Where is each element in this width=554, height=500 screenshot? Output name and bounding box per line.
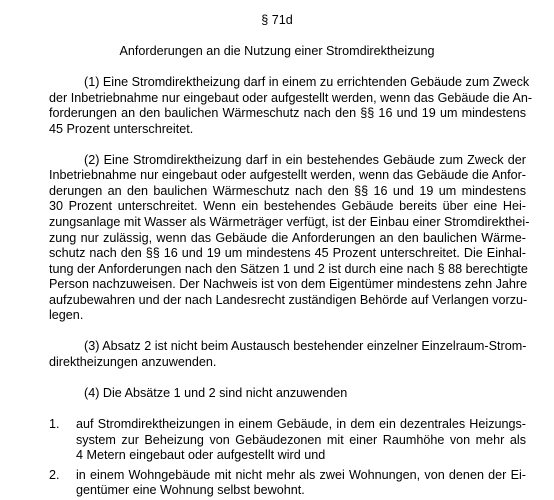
paragraph-line: zung nur zulässig, wenn das Gebäude die Anforderungen an den baulichen Wärme-: [49, 230, 526, 245]
list-item-number: 2.: [49, 467, 60, 482]
section-number: § 71d: [261, 13, 293, 27]
list-item-line: auf Stromdirektheizungen in einem Gebäude, in dem ein dezentrales Heizungs-: [76, 417, 526, 431]
list-item-line: system zur Beheizung von Gebäudezonen mit einer Raumhöhe von mehr als: [76, 432, 526, 447]
paragraph-line: schutz nach den §§ 16 und 19 um mindestens 45 Prozent unterschreitet. Die Einhal-: [49, 246, 526, 261]
paragraph-line: zungsanlage mit Wasser als Wärmeträger verfügt, ist der Einbau einer Stromdirekthei-: [49, 215, 530, 229]
paragraph-line: 30 Prozent unterschreitet. Wenn ein bestehendes Gebäude bereits über eine Hei-: [49, 199, 526, 214]
paragraph-line: Person nachzuweisen. Der Nachweis ist von dem Eigentümer mindestens zehn Jahre: [49, 277, 528, 292]
paragraph-line: (1) Eine Stromdirektheizung darf in einem zu errichtenden Gebäude zum Zweck: [84, 75, 530, 90]
list-item-line: gentümer eine Wohnung selbst bewohnt.: [76, 483, 305, 497]
paragraph-line: direktheizungen anzuwenden.: [49, 354, 217, 369]
paragraph-line: Inbetriebnahme nur eingebaut oder aufgestellt werden, wenn das Gebäude die Anfor-: [49, 168, 526, 183]
paragraph-line: der Inbetriebnahme nur eingebaut oder aufgestellt werden, wenn das Gebäude die An-: [49, 90, 533, 105]
paragraph-line: (3) Absatz 2 ist nicht beim Austausch bestehender einzelner Einzelraum-Strom-: [84, 339, 527, 354]
list-item-number: 1.: [49, 417, 60, 431]
paragraph-line: aufzubewahren und der nach Landesrecht zuständigen Behörde auf Verlangen vorzu-: [49, 292, 528, 307]
paragraph-line: legen.: [49, 308, 84, 323]
paragraph-line: tung der Anforderungen nach den Sätzen 1 und 2 ist durch eine nach § 88 berechtigte: [49, 261, 528, 276]
paragraph-line: (4) Die Absätze 1 und 2 sind nicht anzuwenden: [84, 385, 348, 400]
list-item-line: 4 Metern eingebaut oder aufgestellt wird und: [76, 448, 326, 462]
paragraph-line: (2) Eine Stromdirektheizung darf in ein bestehendes Gebäude zum Zweck der: [84, 152, 526, 167]
paragraph-line: derungen an den baulichen Wärmeschutz nach den §§ 16 und 19 um mindestens: [49, 183, 526, 198]
list-item-line: in einem Wohngebäude mit nicht mehr als zwei Wohnungen, von denen der Ei-: [76, 467, 526, 482]
paragraph-line: 45 Prozent unterschreitet.: [49, 121, 194, 136]
section-heading: Anforderungen an die Nutzung einer Stromdirektheizung: [119, 44, 435, 59]
paragraph-line: forderungen an den baulichen Wärmeschutz nach den §§ 16 und 19 um mindestens: [49, 106, 526, 121]
